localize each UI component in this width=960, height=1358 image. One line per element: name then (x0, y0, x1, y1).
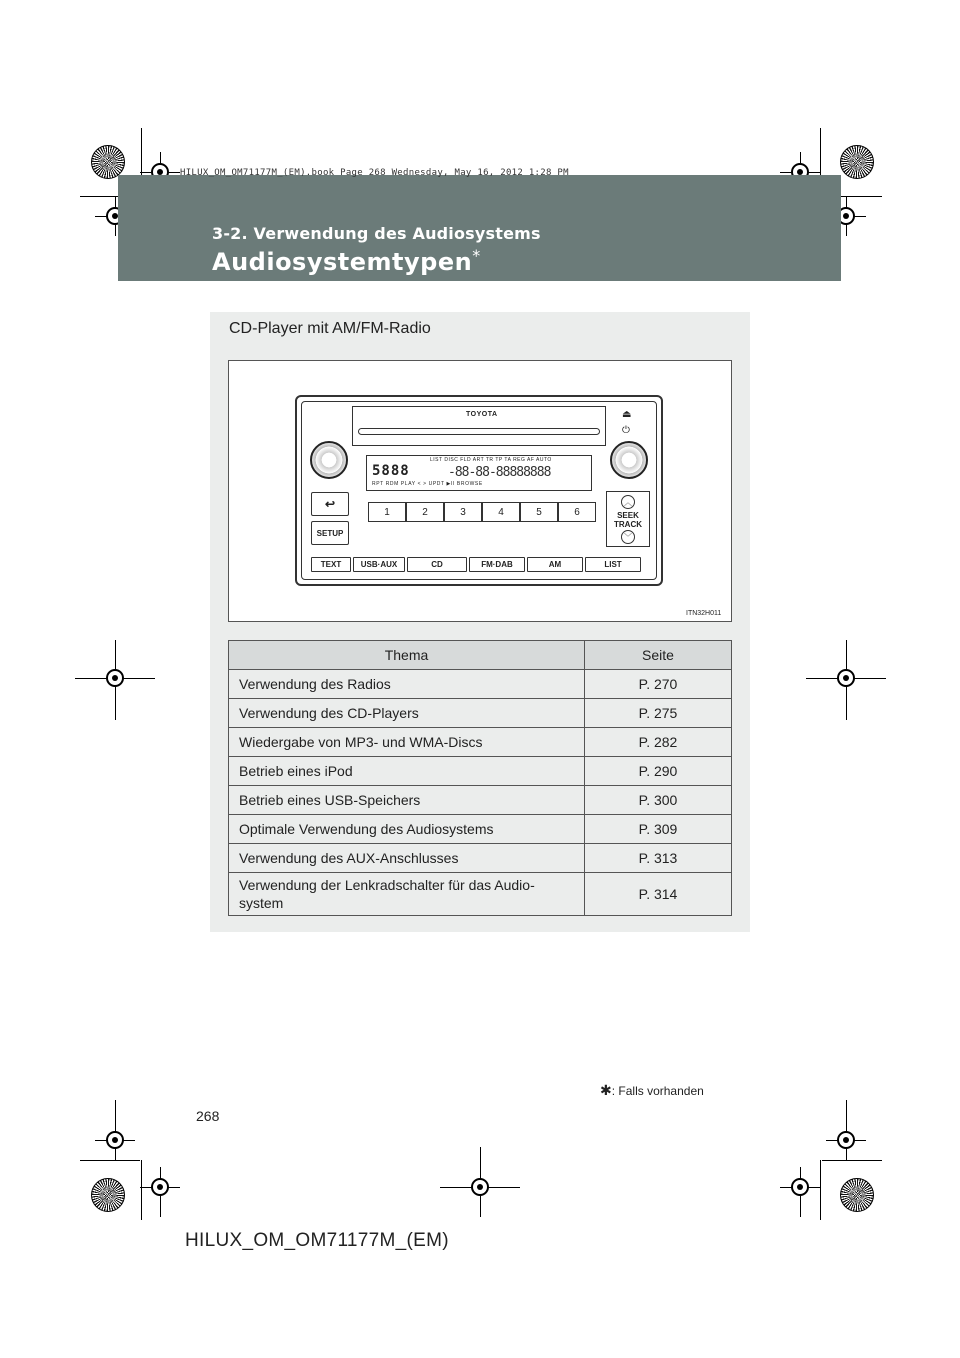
crosshair-line (115, 1100, 116, 1160)
registration-disc-top-left (91, 145, 125, 179)
table-row (229, 728, 732, 757)
back-button: ↩ (311, 492, 349, 516)
topics-table (228, 640, 732, 916)
preset-button-3: 3 (444, 502, 482, 522)
table-row (229, 757, 732, 786)
seek-track-label (606, 511, 650, 529)
page-reference: P. 270 (585, 670, 732, 699)
registration-mark (106, 669, 124, 687)
table-row (229, 786, 732, 815)
setup-button: SETUP (311, 521, 349, 545)
eject-icon: ⏏ (622, 409, 632, 420)
power-icon: ⏻ (622, 425, 630, 436)
registration-mark (791, 1178, 809, 1196)
page-reference: P. 290 (585, 757, 732, 786)
page-title (212, 248, 481, 276)
crop-line (820, 1160, 821, 1220)
chevron-down-icon: ﹀ (621, 530, 635, 544)
crop-line (822, 1160, 882, 1161)
header-topic: Thema (229, 641, 585, 670)
topic-cell: Optimale Verwendung des Audiosystems (229, 815, 585, 844)
tune-knob (610, 441, 648, 479)
page-reference: P. 314 (585, 873, 732, 916)
fm-dab-button: FM·DAB (469, 557, 525, 572)
page-reference: P. 300 (585, 786, 732, 815)
preset-buttons (368, 502, 596, 522)
preset-button-2: 2 (406, 502, 444, 522)
display-dot-matrix: -88-88-88888888 (448, 465, 551, 480)
registration-disc-bottom-right (840, 1178, 874, 1212)
display-bottom-labels: RPT RDM PLAY < > UPDT ▶II BROWSE (372, 481, 483, 487)
crop-line (141, 1160, 142, 1220)
registration-disc-bottom-left (91, 1178, 125, 1212)
crosshair-line (846, 1100, 847, 1160)
usb-aux-button: USB·AUX (353, 557, 405, 572)
registration-disc-top-right (840, 145, 874, 179)
source-buttons (311, 557, 649, 572)
asterisk-icon: ✱ (600, 1082, 612, 1098)
chevron-up-icon: ︿ (621, 495, 635, 509)
preset-button-4: 4 (482, 502, 520, 522)
table-row (229, 699, 732, 728)
table-row (229, 815, 732, 844)
list-button: LIST (585, 557, 641, 572)
table-header-row (229, 641, 732, 670)
topic-cell: Betrieb eines iPod (229, 757, 585, 786)
topic-cell: Betrieb eines USB-Speichers (229, 786, 585, 815)
topic-cell: Verwendung der Lenkradschalter für das Audio-system (229, 873, 585, 916)
am-button: AM (527, 557, 583, 572)
registration-mark (106, 1131, 124, 1149)
topic-cell: Wiedergabe von MP3- und WMA-Discs (229, 728, 585, 757)
cd-slot (358, 428, 600, 435)
volume-knob (310, 441, 348, 479)
topic-cell: Verwendung des Radios (229, 670, 585, 699)
page-number: 268 (196, 1108, 220, 1124)
book-stamp: HILUX_OM_OM71177M_(EM).book Page 268 Wednesday, May 16, 2012 1:28 PM (180, 168, 569, 178)
section-label: 3-2. Verwendung des Audiosystems (212, 224, 541, 243)
registration-mark (471, 1178, 489, 1196)
table-row (229, 844, 732, 873)
page-reference: P. 313 (585, 844, 732, 873)
page-reference: P. 282 (585, 728, 732, 757)
footnote (600, 1082, 704, 1099)
registration-mark (837, 1131, 855, 1149)
display-top-indicators: LIST DISC FLD ART TR TP TA REG AF AUTO (430, 457, 552, 463)
brand-label: TOYOTA (466, 411, 498, 418)
cd-button: CD (407, 557, 467, 572)
topic-cell: Verwendung des AUX-Anschlusses (229, 844, 585, 873)
display-segments: 5888 (372, 463, 410, 479)
page-title-text: Audiosystemtypen (212, 248, 473, 276)
preset-button-1: 1 (368, 502, 406, 522)
registration-mark (837, 669, 855, 687)
table-row (229, 873, 732, 916)
track-label: TRACK (614, 520, 642, 529)
figure-caption: CD-Player mit AM/FM-Radio (229, 320, 431, 337)
preset-button-6: 6 (558, 502, 596, 522)
figure-code: ITN32H011 (686, 610, 722, 617)
text-button: TEXT (311, 557, 351, 572)
footnote-text: : Falls vorhanden (611, 1084, 704, 1098)
seek-label: SEEK (617, 511, 639, 520)
topic-cell: Verwendung des CD-Players (229, 699, 585, 728)
header-page: Seite (585, 641, 732, 670)
page-reference: P. 309 (585, 815, 732, 844)
preset-button-5: 5 (520, 502, 558, 522)
registration-mark (151, 1178, 169, 1196)
document-id: HILUX_OM_OM71177M_(EM) (185, 1230, 449, 1251)
page-reference: P. 275 (585, 699, 732, 728)
crop-line (80, 1160, 140, 1161)
table-row (229, 670, 732, 699)
optional-mark: * (472, 246, 481, 265)
